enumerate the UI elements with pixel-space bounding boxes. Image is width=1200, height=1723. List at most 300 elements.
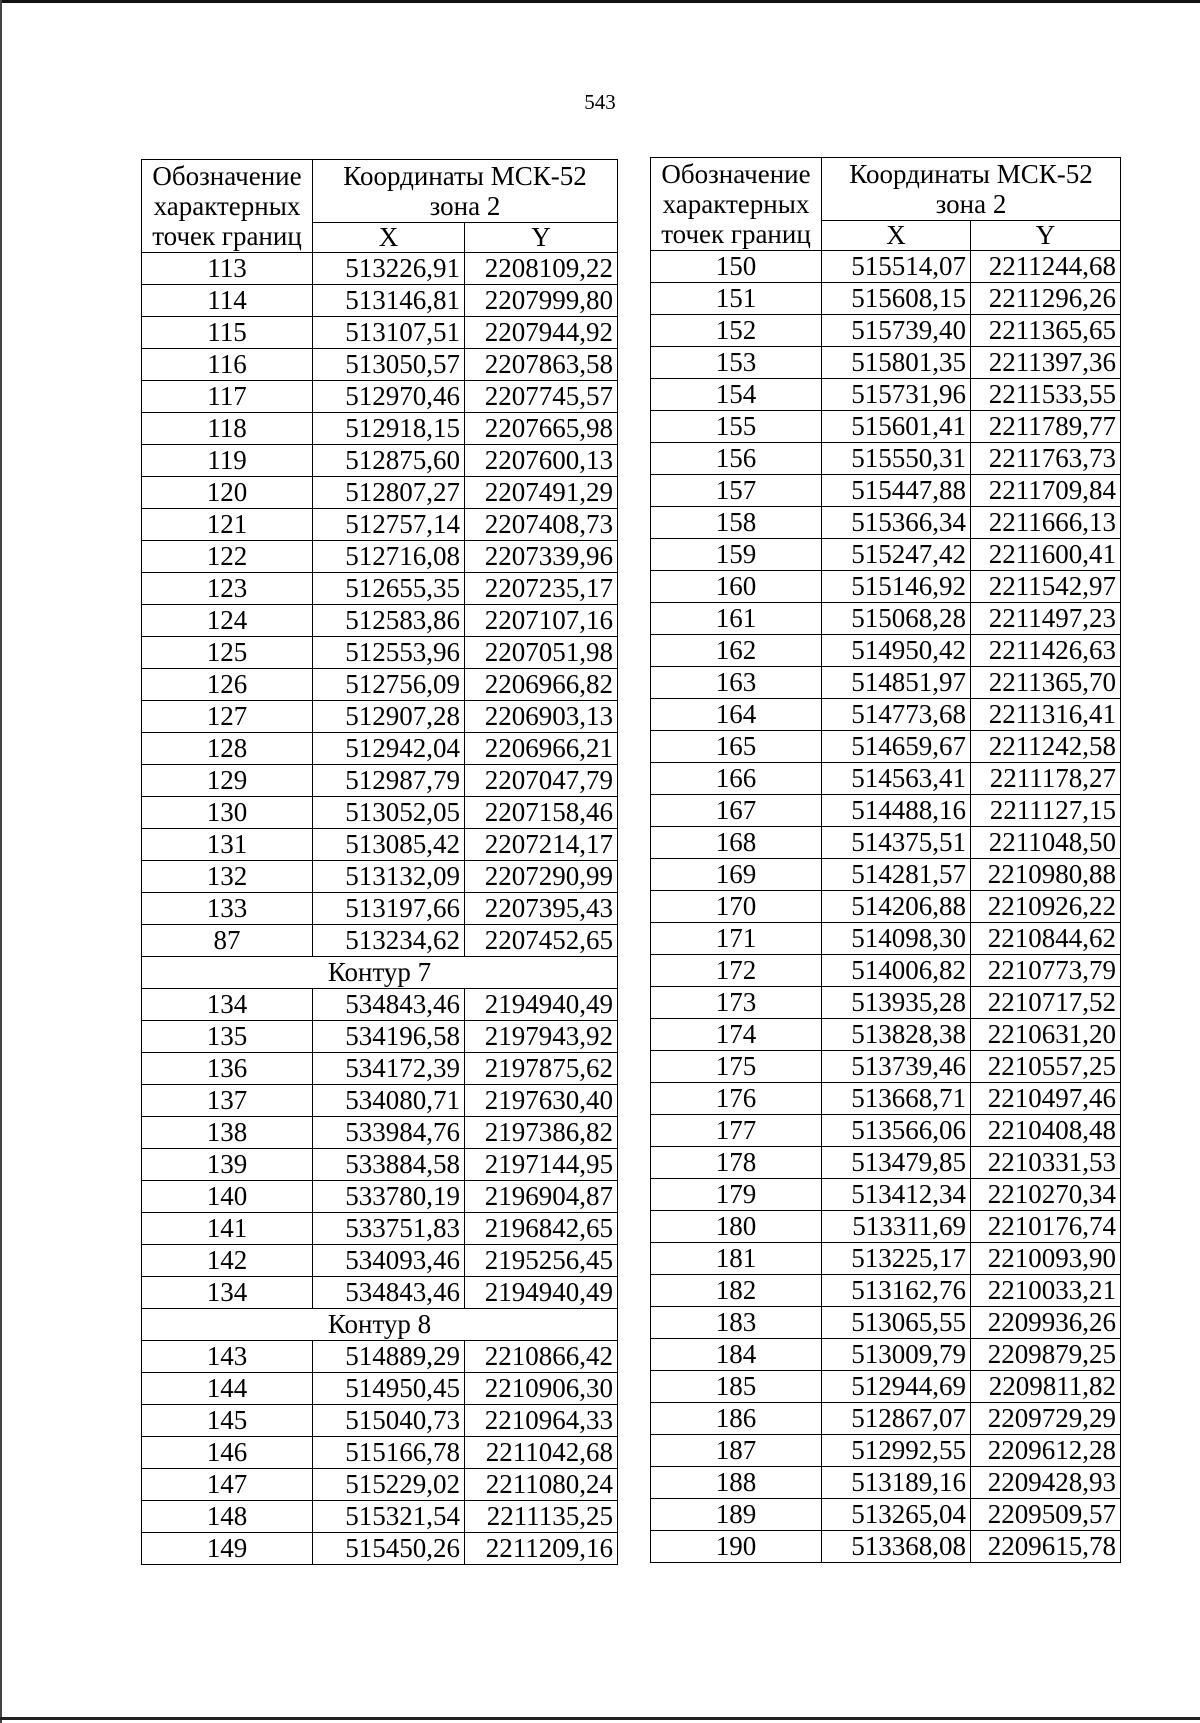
x-coordinate-cell: 513479,85 (822, 1147, 971, 1179)
point-id-cell: 156 (651, 443, 822, 475)
contour-row (142, 1309, 618, 1341)
table-row (651, 1243, 1121, 1275)
y-coordinate-cell: 2211533,55 (971, 379, 1121, 411)
table-row (651, 923, 1121, 955)
x-coordinate-cell: 513311,69 (822, 1211, 971, 1243)
coordinates-table-right (650, 157, 1121, 1563)
x-coordinate-cell: 513085,42 (313, 829, 465, 861)
point-id-cell: 166 (651, 763, 822, 795)
y-coordinate-cell: 2209811,82 (971, 1371, 1121, 1403)
point-id-cell: 162 (651, 635, 822, 667)
coordinates-header (822, 158, 1121, 221)
y-coordinate-cell: 2211497,23 (971, 603, 1121, 635)
y-coordinate-cell: 2209936,26 (971, 1307, 1121, 1339)
point-id-cell: 151 (651, 283, 822, 315)
y-coordinate-cell: 2196904,87 (465, 1181, 618, 1213)
y-coordinate-cell: 2209729,29 (971, 1403, 1121, 1435)
table-row (651, 1435, 1121, 1467)
right-table-body (651, 251, 1121, 1563)
point-id-cell: 116 (142, 349, 313, 381)
x-coordinate-cell: 515146,92 (822, 571, 971, 603)
y-coordinate-cell: 2210980,88 (971, 859, 1121, 891)
table-row (142, 285, 618, 317)
table-row (142, 829, 618, 861)
point-id-cell: 131 (142, 829, 313, 861)
y-coordinate-cell: 2209428,93 (971, 1467, 1121, 1499)
y-coordinate-cell: 2211365,65 (971, 315, 1121, 347)
x-coordinate-cell: 514206,88 (822, 891, 971, 923)
point-id-cell: 122 (142, 541, 313, 573)
point-id-cell: 190 (651, 1531, 822, 1563)
y-coordinate-cell: 2207339,96 (465, 541, 618, 573)
x-coordinate-cell: 515166,78 (313, 1437, 465, 1469)
point-id-cell: 180 (651, 1211, 822, 1243)
point-id-cell: 113 (142, 253, 313, 285)
table-row (651, 1051, 1121, 1083)
point-id-cell: 146 (142, 1437, 313, 1469)
x-coordinate-cell: 534843,46 (313, 1277, 465, 1309)
y-coordinate-cell: 2210408,48 (971, 1115, 1121, 1147)
x-coordinate-cell: 513265,04 (822, 1499, 971, 1531)
point-id-cell: 125 (142, 637, 313, 669)
table-row (142, 509, 618, 541)
x-coordinate-cell: 513052,05 (313, 797, 465, 829)
point-id-cell: 143 (142, 1341, 313, 1373)
bottom-scan-border (0, 1717, 1200, 1720)
y-coordinate-cell: 2207107,16 (465, 605, 618, 637)
table-row (651, 1275, 1121, 1307)
point-id-cell: 134 (142, 1277, 313, 1309)
y-coordinate-cell: 2209612,28 (971, 1435, 1121, 1467)
point-id-cell: 124 (142, 605, 313, 637)
designation-header-line: точек границ (152, 221, 302, 252)
y-column-header: Y (971, 221, 1121, 251)
x-coordinate-cell: 513739,46 (822, 1051, 971, 1083)
y-coordinate-cell: 2197943,92 (465, 1021, 618, 1053)
x-coordinate-cell: 514006,82 (822, 955, 971, 987)
y-coordinate-cell: 2207665,98 (465, 413, 618, 445)
y-coordinate-cell: 2211789,77 (971, 411, 1121, 443)
point-id-cell: 150 (651, 251, 822, 283)
y-coordinate-cell: 2211042,68 (465, 1437, 618, 1469)
table-row (142, 1053, 618, 1085)
point-id-cell: 115 (142, 317, 313, 349)
point-id-cell: 188 (651, 1467, 822, 1499)
x-coordinate-cell: 513065,55 (822, 1307, 971, 1339)
table-row (142, 765, 618, 797)
x-coordinate-cell: 514563,41 (822, 763, 971, 795)
point-id-cell: 160 (651, 571, 822, 603)
x-coordinate-cell: 512756,09 (313, 669, 465, 701)
table-row (142, 1021, 618, 1053)
designation-header-line: характерных (153, 190, 301, 221)
table-row (651, 443, 1121, 475)
coordinates-table-left (141, 159, 618, 1565)
point-id-cell: 159 (651, 539, 822, 571)
point-id-cell: 186 (651, 1403, 822, 1435)
x-coordinate-cell: 515450,26 (313, 1533, 465, 1565)
point-id-cell: 134 (142, 989, 313, 1021)
designation-header-line: Обозначение (661, 158, 811, 189)
y-coordinate-cell: 2196842,65 (465, 1213, 618, 1245)
point-id-cell: 178 (651, 1147, 822, 1179)
y-coordinate-cell: 2207158,46 (465, 797, 618, 829)
x-coordinate-cell: 512907,28 (313, 701, 465, 733)
y-coordinate-cell: 2211080,24 (465, 1469, 618, 1501)
point-id-cell: 175 (651, 1051, 822, 1083)
point-id-cell: 158 (651, 507, 822, 539)
point-id-cell: 172 (651, 955, 822, 987)
point-id-cell: 137 (142, 1085, 313, 1117)
table-row (651, 507, 1121, 539)
point-id-cell: 155 (651, 411, 822, 443)
table-row (651, 475, 1121, 507)
table-row (142, 1149, 618, 1181)
table-row (142, 669, 618, 701)
y-coordinate-cell: 2207214,17 (465, 829, 618, 861)
table-row (651, 603, 1121, 635)
point-id-cell: 173 (651, 987, 822, 1019)
coordinates-header (313, 160, 618, 223)
table-row (142, 1501, 618, 1533)
point-id-cell: 128 (142, 733, 313, 765)
y-coordinate-cell: 2207290,99 (465, 861, 618, 893)
x-coordinate-cell: 515550,31 (822, 443, 971, 475)
y-coordinate-cell: 2210093,90 (971, 1243, 1121, 1275)
table-row (142, 1469, 618, 1501)
table-row (651, 1531, 1121, 1563)
x-coordinate-cell: 533751,83 (313, 1213, 465, 1245)
x-coordinate-cell: 512867,07 (822, 1403, 971, 1435)
y-coordinate-cell: 2210906,30 (465, 1373, 618, 1405)
x-coordinate-cell: 534196,58 (313, 1021, 465, 1053)
point-id-cell: 142 (142, 1245, 313, 1277)
table-row (142, 861, 618, 893)
y-coordinate-cell: 2210631,20 (971, 1019, 1121, 1051)
y-coordinate-cell: 2207452,65 (465, 925, 618, 957)
point-id-cell: 157 (651, 475, 822, 507)
table-row (142, 1181, 618, 1213)
point-id-cell: 126 (142, 669, 313, 701)
y-coordinate-cell: 2210964,33 (465, 1405, 618, 1437)
table-row (651, 763, 1121, 795)
table-row (651, 987, 1121, 1019)
y-coordinate-cell: 2210176,74 (971, 1211, 1121, 1243)
point-id-cell: 169 (651, 859, 822, 891)
table-row (651, 283, 1121, 315)
designation-header-line: Обозначение (152, 160, 302, 191)
point-id-cell: 147 (142, 1469, 313, 1501)
point-id-cell: 182 (651, 1275, 822, 1307)
table-row (142, 733, 618, 765)
point-id-cell: 120 (142, 477, 313, 509)
table-row (142, 1117, 618, 1149)
x-coordinate-cell: 512875,60 (313, 445, 465, 477)
point-id-cell: 168 (651, 827, 822, 859)
y-coordinate-cell: 2211242,58 (971, 731, 1121, 763)
x-coordinate-cell: 513189,16 (822, 1467, 971, 1499)
x-coordinate-cell: 533884,58 (313, 1149, 465, 1181)
x-coordinate-cell: 513132,09 (313, 861, 465, 893)
table-row (651, 1147, 1121, 1179)
y-coordinate-cell: 2207491,29 (465, 477, 618, 509)
table-row (142, 989, 618, 1021)
table-row (142, 1213, 618, 1245)
y-coordinate-cell: 2210866,42 (465, 1341, 618, 1373)
x-coordinate-cell: 512918,15 (313, 413, 465, 445)
table-row (651, 539, 1121, 571)
x-coordinate-cell: 513146,81 (313, 285, 465, 317)
x-coordinate-cell: 513050,57 (313, 349, 465, 381)
left-scan-border (0, 0, 2, 1723)
table-row (142, 925, 618, 957)
x-coordinate-cell: 514098,30 (822, 923, 971, 955)
x-coordinate-cell: 514281,57 (822, 859, 971, 891)
point-id-cell: 133 (142, 893, 313, 925)
y-coordinate-cell: 2206966,21 (465, 733, 618, 765)
point-id-cell: 161 (651, 603, 822, 635)
table-row (142, 573, 618, 605)
y-coordinate-cell: 2211316,41 (971, 699, 1121, 731)
table-row (651, 411, 1121, 443)
point-id-cell: 130 (142, 797, 313, 829)
x-coordinate-cell: 515601,41 (822, 411, 971, 443)
x-coordinate-cell: 514659,67 (822, 731, 971, 763)
table-row (651, 379, 1121, 411)
table-row (142, 477, 618, 509)
table-row (142, 541, 618, 573)
x-column-header: X (313, 223, 465, 253)
point-id-cell: 135 (142, 1021, 313, 1053)
y-coordinate-cell: 2211135,25 (465, 1501, 618, 1533)
table-row (142, 381, 618, 413)
x-coordinate-cell: 515068,28 (822, 603, 971, 635)
x-coordinate-cell: 513368,08 (822, 1531, 971, 1563)
y-coordinate-cell: 2211244,68 (971, 251, 1121, 283)
table-row (142, 1277, 618, 1309)
x-coordinate-cell: 514375,51 (822, 827, 971, 859)
x-coordinate-cell: 515040,73 (313, 1405, 465, 1437)
y-coordinate-cell: 2210844,62 (971, 923, 1121, 955)
y-coordinate-cell: 2210557,25 (971, 1051, 1121, 1083)
y-coordinate-cell: 2207944,92 (465, 317, 618, 349)
x-coordinate-cell: 513566,06 (822, 1115, 971, 1147)
x-coordinate-cell: 515801,35 (822, 347, 971, 379)
table-row (651, 795, 1121, 827)
x-coordinate-cell: 513412,34 (822, 1179, 971, 1211)
y-coordinate-cell: 2207600,13 (465, 445, 618, 477)
x-coordinate-cell: 533984,76 (313, 1117, 465, 1149)
point-id-cell: 118 (142, 413, 313, 445)
table-row (142, 701, 618, 733)
x-coordinate-cell: 534843,46 (313, 989, 465, 1021)
point-id-cell: 138 (142, 1117, 313, 1149)
point-id-cell: 149 (142, 1533, 313, 1565)
y-coordinate-cell: 2211763,73 (971, 443, 1121, 475)
x-coordinate-cell: 512970,46 (313, 381, 465, 413)
y-coordinate-cell: 2209615,78 (971, 1531, 1121, 1563)
point-id-cell: 171 (651, 923, 822, 955)
table-row (651, 667, 1121, 699)
point-id-cell: 179 (651, 1179, 822, 1211)
y-coordinate-cell: 2197630,40 (465, 1085, 618, 1117)
point-id-cell: 174 (651, 1019, 822, 1051)
x-coordinate-cell: 514851,97 (822, 667, 971, 699)
y-coordinate-cell: 2207999,80 (465, 285, 618, 317)
x-coordinate-cell: 515514,07 (822, 251, 971, 283)
y-coordinate-cell: 2210270,34 (971, 1179, 1121, 1211)
point-id-cell: 123 (142, 573, 313, 605)
y-coordinate-cell: 2210926,22 (971, 891, 1121, 923)
x-coordinate-cell: 512807,27 (313, 477, 465, 509)
y-coordinate-cell: 2211666,13 (971, 507, 1121, 539)
x-coordinate-cell: 513162,76 (822, 1275, 971, 1307)
point-id-cell: 154 (651, 379, 822, 411)
table-row (142, 1437, 618, 1469)
y-coordinate-cell: 2207395,43 (465, 893, 618, 925)
designation-header-line: характерных (662, 188, 810, 219)
top-scan-border (0, 0, 1200, 3)
x-coordinate-cell: 515739,40 (822, 315, 971, 347)
y-coordinate-cell: 2209509,57 (971, 1499, 1121, 1531)
y-coordinate-cell: 2210773,79 (971, 955, 1121, 987)
table-row (651, 251, 1121, 283)
y-coordinate-cell: 2197144,95 (465, 1149, 618, 1181)
table-row (651, 1371, 1121, 1403)
y-coordinate-cell: 2206966,82 (465, 669, 618, 701)
y-coordinate-cell: 2207047,79 (465, 765, 618, 797)
contour-row (142, 957, 618, 989)
x-coordinate-cell: 514773,68 (822, 699, 971, 731)
x-coordinate-cell: 515608,15 (822, 283, 971, 315)
table-row (651, 891, 1121, 923)
y-coordinate-cell: 2210331,53 (971, 1147, 1121, 1179)
point-id-cell: 121 (142, 509, 313, 541)
point-id-cell: 181 (651, 1243, 822, 1275)
table-row (651, 1339, 1121, 1371)
point-id-cell: 148 (142, 1501, 313, 1533)
point-id-cell: 87 (142, 925, 313, 957)
y-coordinate-cell: 2211426,63 (971, 635, 1121, 667)
y-coordinate-cell: 2194940,49 (465, 989, 618, 1021)
table-row (142, 1341, 618, 1373)
point-id-cell: 141 (142, 1213, 313, 1245)
y-coordinate-cell: 2207408,73 (465, 509, 618, 541)
y-coordinate-cell: 2195256,45 (465, 1245, 618, 1277)
x-coordinate-cell: 515321,54 (313, 1501, 465, 1533)
table-row (142, 413, 618, 445)
x-coordinate-cell: 512944,69 (822, 1371, 971, 1403)
x-coordinate-cell: 512655,35 (313, 573, 465, 605)
point-id-cell: 136 (142, 1053, 313, 1085)
table-row (651, 1019, 1121, 1051)
x-coordinate-cell: 534093,46 (313, 1245, 465, 1277)
x-coordinate-cell: 515229,02 (313, 1469, 465, 1501)
y-coordinate-cell: 2197386,82 (465, 1117, 618, 1149)
page-number: 543 (584, 90, 616, 114)
y-coordinate-cell: 2210717,52 (971, 987, 1121, 1019)
table-row (651, 1403, 1121, 1435)
point-id-cell: 187 (651, 1435, 822, 1467)
y-coordinate-cell: 2211600,41 (971, 539, 1121, 571)
table-row (142, 893, 618, 925)
table-row (651, 635, 1121, 667)
point-id-cell: 119 (142, 445, 313, 477)
y-coordinate-cell: 2209879,25 (971, 1339, 1121, 1371)
table-row (651, 1211, 1121, 1243)
coordinates-header-line: зона 2 (935, 189, 1007, 219)
x-coordinate-cell: 512987,79 (313, 765, 465, 797)
table-row (651, 1499, 1121, 1531)
table-row (651, 699, 1121, 731)
point-id-cell: 185 (651, 1371, 822, 1403)
point-id-cell: 183 (651, 1307, 822, 1339)
point-id-cell: 164 (651, 699, 822, 731)
point-id-cell: 170 (651, 891, 822, 923)
point-id-cell: 132 (142, 861, 313, 893)
table-row (651, 731, 1121, 763)
x-coordinate-cell: 515366,34 (822, 507, 971, 539)
table-row (142, 1373, 618, 1405)
table-row (651, 347, 1121, 379)
y-coordinate-cell: 2194940,49 (465, 1277, 618, 1309)
x-coordinate-cell: 513226,91 (313, 253, 465, 285)
y-coordinate-cell: 2211709,84 (971, 475, 1121, 507)
table-row (142, 253, 618, 285)
x-coordinate-cell: 534172,39 (313, 1053, 465, 1085)
x-coordinate-cell: 514488,16 (822, 795, 971, 827)
table-row (142, 1533, 618, 1565)
table-row (651, 571, 1121, 603)
y-coordinate-cell: 2197875,62 (465, 1053, 618, 1085)
table-row (651, 827, 1121, 859)
y-coordinate-cell: 2211365,70 (971, 667, 1121, 699)
x-coordinate-cell: 513197,66 (313, 893, 465, 925)
coordinates-header-line: Координаты МСК-52 (343, 160, 587, 191)
point-id-cell: 140 (142, 1181, 313, 1213)
table-row (651, 1083, 1121, 1115)
designation-header (142, 160, 313, 253)
y-coordinate-cell: 2208109,22 (465, 253, 618, 285)
point-id-cell: 189 (651, 1499, 822, 1531)
table-row (651, 1307, 1121, 1339)
table-row (142, 605, 618, 637)
point-id-cell: 177 (651, 1115, 822, 1147)
designation-header (651, 158, 822, 251)
y-coordinate-cell: 2207745,57 (465, 381, 618, 413)
x-coordinate-cell: 513668,71 (822, 1083, 971, 1115)
coordinates-header-line: зона 2 (429, 191, 501, 221)
point-id-cell: 114 (142, 285, 313, 317)
table-row (142, 1245, 618, 1277)
contour-label: Контур 7 (142, 957, 618, 989)
y-coordinate-cell: 2210033,21 (971, 1275, 1121, 1307)
x-coordinate-cell: 512992,55 (822, 1435, 971, 1467)
table-row (142, 637, 618, 669)
table-row (651, 1467, 1121, 1499)
point-id-cell: 152 (651, 315, 822, 347)
y-coordinate-cell: 2210497,46 (971, 1083, 1121, 1115)
point-id-cell: 129 (142, 765, 313, 797)
y-coordinate-cell: 2207051,98 (465, 637, 618, 669)
point-id-cell: 176 (651, 1083, 822, 1115)
x-coordinate-cell: 513234,62 (313, 925, 465, 957)
point-id-cell: 153 (651, 347, 822, 379)
table-row (651, 315, 1121, 347)
x-coordinate-cell: 513225,17 (822, 1243, 971, 1275)
point-id-cell: 127 (142, 701, 313, 733)
x-coordinate-cell: 534080,71 (313, 1085, 465, 1117)
